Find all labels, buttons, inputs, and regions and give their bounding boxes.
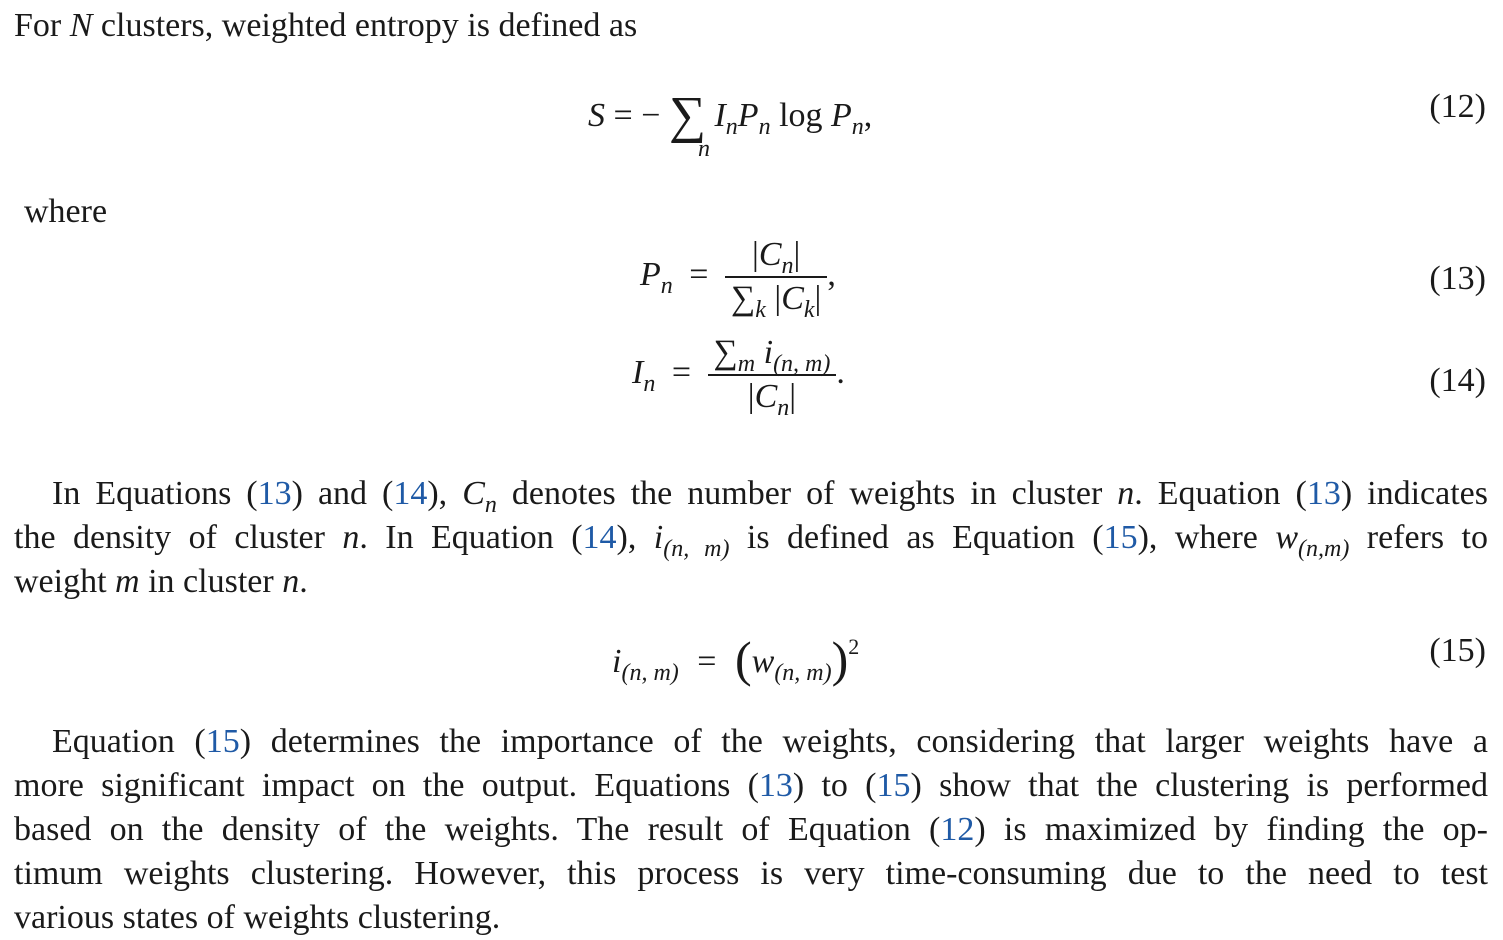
eq14-den-bar-r: | [789, 378, 797, 415]
eq12-punct: , [863, 97, 873, 134]
eq14-den-bar-l: | [747, 378, 755, 415]
eq13-number: (13) [1429, 260, 1486, 297]
eq12-number: (12) [1429, 88, 1486, 125]
eq13-fraction [725, 236, 827, 323]
text-segment: based on the density of the weights. The result of Equation ( [14, 811, 941, 848]
text-segment: i [653, 519, 664, 556]
eq12-term-p: P [737, 97, 759, 134]
eq14-num-sum-sub: m [737, 351, 756, 377]
eq13-num-c: C [758, 236, 782, 273]
equation-14 [632, 334, 845, 421]
para1-line-3 [14, 560, 308, 604]
eq13-den-c: C [781, 280, 804, 317]
text-segment: various states of weights clustering. [14, 899, 501, 936]
text-segment: (n,m) [1298, 536, 1350, 562]
text-segment: ), [616, 519, 654, 556]
eq15-lhs-sub: (n, m) [621, 660, 679, 686]
eq12-term-p2: P [831, 97, 852, 134]
eq13-num-bar-r: | [793, 236, 801, 273]
eq13-den-sum-sub: k [755, 297, 766, 323]
eq13-den-sum: ∑ [730, 280, 756, 317]
para2-line-4 [14, 852, 1488, 896]
eq14-lhs: I [632, 353, 644, 391]
eq12-lhs: S [588, 97, 605, 134]
eq15-w-sub: (n, m) [774, 660, 832, 686]
eq12-term-p2-sub: n [851, 114, 864, 140]
equation-12 [588, 80, 873, 144]
eq14-equals: = [671, 353, 692, 391]
equation-ref-link[interactable]: 13 [257, 475, 292, 512]
equation-ref-link[interactable]: 15 [205, 723, 240, 760]
text-segment: . [299, 563, 308, 600]
text-segment: ) determines the importance of the weights, considering that larger weights have a [239, 723, 1488, 760]
eq14-fraction [708, 334, 837, 421]
eq13-num-sub: n [781, 253, 794, 279]
intro-variable: N [69, 7, 93, 44]
text-segment: ) indicates [1340, 475, 1489, 512]
eq13-num-bar-l: | [752, 236, 759, 273]
text-segment: ), [427, 475, 463, 512]
eq14-den-sub: n [777, 395, 790, 421]
eq13-lhs: P [640, 255, 661, 293]
where-label: where [24, 193, 108, 230]
eq12-term-i: I [714, 97, 726, 134]
eq13-numerator [725, 236, 827, 279]
text-segment: refers to [1349, 519, 1488, 556]
eq13-equals: = [689, 255, 709, 293]
intro-line [14, 4, 637, 48]
text-segment: n [484, 492, 497, 518]
text-segment: ) show that the clustering is performed [910, 767, 1489, 804]
intro-text: For [14, 7, 70, 44]
eq15-rparen: ) [831, 631, 849, 687]
equation-13 [640, 236, 836, 323]
eq15-w: w [751, 643, 775, 680]
eq15-superscript: 2 [848, 634, 860, 659]
text-segment: ) is maximized by finding the op- [974, 811, 1488, 848]
text-segment: (n, m) [663, 536, 730, 562]
eq14-num-sum: ∑ [713, 334, 738, 371]
eq15-lparen: ( [734, 631, 752, 687]
text-segment: in cluster [139, 563, 283, 600]
eq15-number: (15) [1429, 632, 1486, 669]
text-segment: ) and ( [291, 475, 394, 512]
text-segment: w [1275, 519, 1298, 556]
eq13-lhs-sub: n [660, 272, 673, 299]
eq14-lhs-sub: n [643, 370, 656, 397]
para1-line-1 [14, 472, 1488, 519]
text-segment: more significant impact on the output. Equations ( [14, 767, 759, 804]
eq13-fraction-bar [725, 276, 827, 278]
eq15-equals: = [697, 643, 717, 680]
eq12-term-i-sub: n [725, 114, 738, 140]
para2-line-3 [14, 808, 1488, 852]
eq14-numerator [708, 334, 837, 377]
text-segment: denotes the number of weights in cluster [496, 475, 1118, 512]
text-segment: timum weights clustering. However, this process is very time-consuming due to the need to test [14, 855, 1488, 892]
eq14-number: (14) [1429, 362, 1486, 399]
eq12-sum-index: n [698, 136, 710, 162]
eq14-num-i-sub: (n, m) [773, 351, 831, 377]
equation-ref-link[interactable]: 15 [876, 767, 911, 804]
text-segment: ), where [1137, 519, 1276, 556]
para2-line-1 [14, 720, 1488, 764]
eq12-log: log [779, 97, 823, 134]
text-segment: Equation ( [52, 723, 206, 760]
equation-15 [612, 626, 860, 687]
text-segment: n [282, 563, 300, 600]
eq12-equals: = [613, 97, 633, 134]
eq13-punct: , [827, 255, 836, 293]
text-segment: . In Equation ( [359, 519, 583, 556]
equation-ref-link[interactable]: 14 [582, 519, 617, 556]
text-segment: n [342, 519, 360, 556]
para2-line-5 [14, 896, 500, 940]
equation-ref-link[interactable]: 15 [1103, 519, 1138, 556]
text-segment: C [462, 475, 485, 512]
para2-line-2 [14, 764, 1488, 808]
text-segment: weight [14, 563, 116, 600]
eq12-minus: − [641, 97, 661, 134]
eq14-den-c: C [754, 378, 778, 415]
eq14-punct: . [836, 353, 845, 391]
eq12-term-p-sub: n [758, 114, 771, 140]
equation-ref-link[interactable]: 14 [393, 475, 428, 512]
eq13-den-sub: k [803, 297, 815, 323]
text-segment: n [1117, 475, 1135, 512]
equation-ref-link[interactable]: 13 [1306, 475, 1341, 512]
equation-ref-link[interactable]: 12 [940, 811, 975, 848]
eq14-denominator [708, 378, 837, 421]
text-segment: ) to ( [792, 767, 877, 804]
eq12-sum: ∑ [668, 87, 706, 144]
text-segment: m [115, 563, 140, 600]
text-segment: is defined as Equation ( [729, 519, 1104, 556]
para1-line-2 [14, 516, 1488, 563]
text-segment: the density of cluster [14, 519, 343, 556]
eq13-den-bar-l: | [765, 280, 782, 317]
eq13-denominator [725, 280, 827, 323]
eq15-lhs: i [612, 643, 622, 680]
intro-text-end: clusters, weighted entropy is defined as [92, 7, 638, 44]
equation-ref-link[interactable]: 13 [758, 767, 793, 804]
text-segment: In Equations ( [52, 475, 258, 512]
eq13-den-bar-r: | [814, 280, 822, 317]
text-segment: . Equation ( [1134, 475, 1307, 512]
eq14-num-i: i [755, 334, 774, 371]
